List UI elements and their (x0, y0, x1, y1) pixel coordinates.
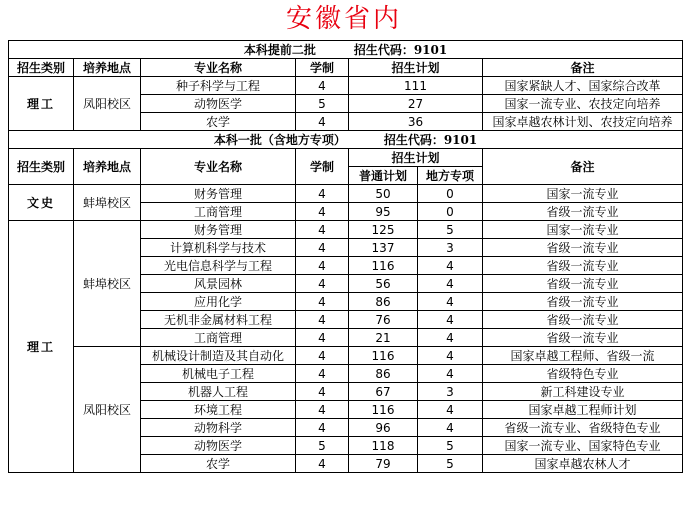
note-cell: 省级一流专业 (483, 311, 683, 329)
major-cell: 财务管理 (141, 185, 296, 203)
local-plan-cell: 4 (418, 257, 483, 275)
local-plan-cell: 4 (418, 329, 483, 347)
section1-banner-row (9, 41, 683, 59)
regular-plan-cell: 118 (349, 437, 418, 455)
years-cell: 4 (296, 221, 349, 239)
header-plan: 招生计划 (349, 59, 483, 77)
major-cell: 无机非金属材料工程 (141, 311, 296, 329)
major-cell: 应用化学 (141, 293, 296, 311)
plan-cell: 111 (349, 77, 483, 95)
section2-batch: 本科一批（含地方专项） (213, 132, 346, 147)
local-plan-cell: 5 (418, 455, 483, 473)
years-cell: 4 (296, 203, 349, 221)
years-cell: 5 (296, 95, 349, 113)
regular-plan-cell: 76 (349, 311, 418, 329)
local-plan-cell: 4 (418, 275, 483, 293)
header-local-plan: 地方专项 (418, 167, 483, 185)
major-cell: 财务管理 (141, 221, 296, 239)
major-cell: 机器人工程 (141, 383, 296, 401)
years-cell: 4 (296, 275, 349, 293)
local-plan-cell: 5 (418, 437, 483, 455)
local-plan-cell: 3 (418, 383, 483, 401)
note-cell: 省级一流专业 (483, 239, 683, 257)
major-cell: 动物科学 (141, 419, 296, 437)
major-cell: 农学 (141, 113, 296, 131)
regular-plan-cell: 116 (349, 257, 418, 275)
campus-cell: 蚌埠校区 (74, 221, 141, 347)
note-cell: 国家紧缺人才、国家综合改革 (483, 77, 683, 95)
local-plan-cell: 4 (418, 419, 483, 437)
header-campus: 培养地点 (74, 149, 141, 185)
years-cell: 4 (296, 401, 349, 419)
note-cell: 省级一流专业 (483, 275, 683, 293)
local-plan-cell: 5 (418, 221, 483, 239)
note-cell: 国家卓越农林计划、农技定向培养 (483, 113, 683, 131)
header-note: 备注 (483, 59, 683, 77)
major-cell: 工商管理 (141, 329, 296, 347)
plan-cell: 27 (349, 95, 483, 113)
note-cell: 省级一流专业 (483, 257, 683, 275)
regular-plan-cell: 86 (349, 293, 418, 311)
major-cell: 机械电子工程 (141, 365, 296, 383)
note-cell: 国家一流专业、农技定向培养 (483, 95, 683, 113)
note-cell: 国家卓越工程师、省级一流 (483, 347, 683, 365)
plan-cell: 36 (349, 113, 483, 131)
note-cell: 国家卓越农林人才 (483, 455, 683, 473)
campus-cell: 凤阳校区 (74, 347, 141, 473)
header-major: 专业名称 (141, 149, 296, 185)
campus-cell: 凤阳校区 (74, 77, 141, 131)
section2-header-row (9, 149, 683, 167)
years-cell: 4 (296, 113, 349, 131)
local-plan-cell: 3 (418, 239, 483, 257)
regular-plan-cell: 125 (349, 221, 418, 239)
regular-plan-cell: 79 (349, 455, 418, 473)
major-cell: 工商管理 (141, 203, 296, 221)
years-cell: 4 (296, 185, 349, 203)
note-cell: 国家一流专业 (483, 185, 683, 203)
regular-plan-cell: 116 (349, 401, 418, 419)
header-plan: 招生计划 (349, 149, 483, 167)
category-cell: 理工 (9, 77, 74, 131)
header-major: 专业名称 (141, 59, 296, 77)
local-plan-cell: 4 (418, 347, 483, 365)
header-regular-plan: 普通计划 (349, 167, 418, 185)
page-title: 安徽省内 (285, 4, 402, 34)
regular-plan-cell: 137 (349, 239, 418, 257)
note-cell: 省级特色专业 (483, 365, 683, 383)
enrollment-plan-table (8, 40, 683, 473)
section1-banner (9, 41, 683, 59)
section1-header-row (9, 59, 683, 77)
local-plan-cell: 0 (418, 185, 483, 203)
note-cell: 国家一流专业、国家特色专业 (483, 437, 683, 455)
local-plan-cell: 4 (418, 401, 483, 419)
years-cell: 4 (296, 293, 349, 311)
local-plan-cell: 4 (418, 311, 483, 329)
years-cell: 4 (296, 365, 349, 383)
note-cell: 新工科建设专业 (483, 383, 683, 401)
header-note: 备注 (483, 149, 683, 185)
regular-plan-cell: 56 (349, 275, 418, 293)
years-cell: 4 (296, 311, 349, 329)
years-cell: 4 (296, 347, 349, 365)
section2-banner-row (9, 131, 683, 149)
regular-plan-cell: 21 (349, 329, 418, 347)
years-cell: 4 (296, 383, 349, 401)
major-cell: 农学 (141, 455, 296, 473)
category-cell: 文史 (9, 185, 74, 221)
regular-plan-cell: 86 (349, 365, 418, 383)
years-cell: 4 (296, 455, 349, 473)
major-cell: 计算机科学与技术 (141, 239, 296, 257)
regular-plan-cell: 67 (349, 383, 418, 401)
local-plan-cell: 4 (418, 365, 483, 383)
note-cell: 国家卓越工程师计划 (483, 401, 683, 419)
table-row (9, 221, 683, 239)
campus-cell: 蚌埠校区 (74, 185, 141, 221)
category-cell: 理工 (9, 221, 74, 473)
note-cell: 国家一流专业 (483, 221, 683, 239)
years-cell: 4 (296, 77, 349, 95)
years-cell: 4 (296, 419, 349, 437)
regular-plan-cell: 116 (349, 347, 418, 365)
years-cell: 4 (296, 329, 349, 347)
header-years: 学制 (296, 149, 349, 185)
section2-code: 招生代码：9101 (383, 132, 478, 147)
local-plan-cell: 0 (418, 203, 483, 221)
regular-plan-cell: 95 (349, 203, 418, 221)
section2-banner (9, 131, 683, 149)
section1-code: 招生代码：9101 (353, 42, 448, 57)
major-cell: 光电信息科学与工程 (141, 257, 296, 275)
note-cell: 省级一流专业、省级特色专业 (483, 419, 683, 437)
header-category: 招生类别 (9, 149, 74, 185)
regular-plan-cell: 96 (349, 419, 418, 437)
header-years: 学制 (296, 59, 349, 77)
table-row (9, 185, 683, 203)
table-row (9, 77, 683, 95)
note-cell: 省级一流专业 (483, 203, 683, 221)
major-cell: 风景园林 (141, 275, 296, 293)
major-cell: 机械设计制造及其自动化 (141, 347, 296, 365)
section1-batch: 本科提前二批 (243, 42, 316, 57)
header-campus: 培养地点 (74, 59, 141, 77)
major-cell: 环境工程 (141, 401, 296, 419)
major-cell: 动物医学 (141, 437, 296, 455)
header-category: 招生类别 (9, 59, 74, 77)
local-plan-cell: 4 (418, 293, 483, 311)
note-cell: 省级一流专业 (483, 329, 683, 347)
table-row (9, 347, 683, 365)
note-cell: 省级一流专业 (483, 293, 683, 311)
years-cell: 5 (296, 437, 349, 455)
regular-plan-cell: 50 (349, 185, 418, 203)
years-cell: 4 (296, 257, 349, 275)
major-cell: 动物医学 (141, 95, 296, 113)
years-cell: 4 (296, 239, 349, 257)
major-cell: 种子科学与工程 (141, 77, 296, 95)
